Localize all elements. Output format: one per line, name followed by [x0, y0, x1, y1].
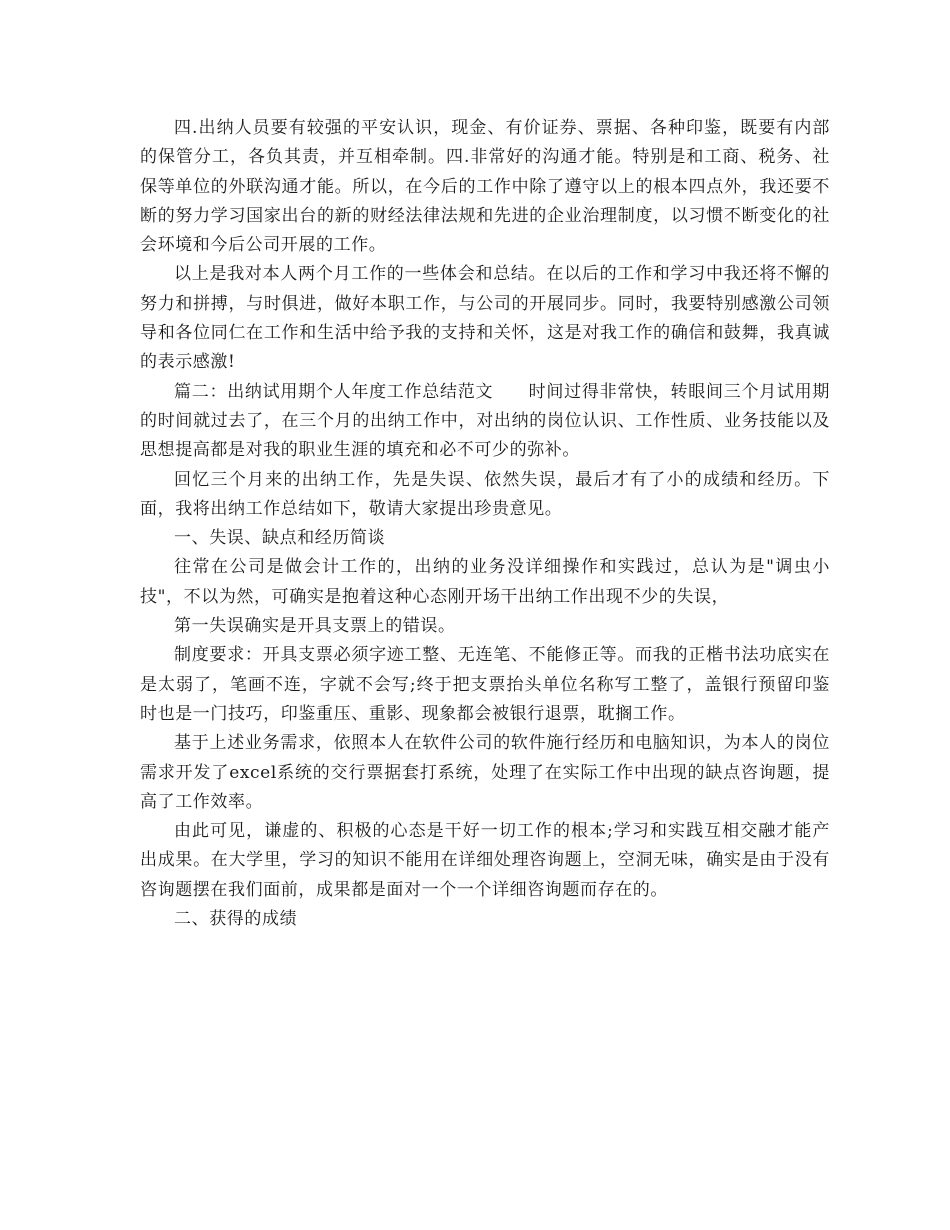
section-heading-achievements: 二、获得的成绩 [174, 909, 298, 930]
document-body [140, 114, 830, 934]
paragraph-conclusion: 由此可见，谦虚的、积极的心态是干好一切工作的根本;学习和实践互相交融才能产出成果。在大学里，学习的知识不能用在详细处理咨询题上，空洞无味，确实是由于没有咨询题摆在我们面前，成果都是面对一个一个详细咨询题而存在的。 [140, 821, 830, 900]
paragraph-previous-work: 往常在公司是做会计工作的，出纳的业务没详细操作和实践过，总认为是"调虫小技"，不以为然，可确实是抱着这种心态刚开场干出纳工作出现不少的失误， [140, 557, 830, 607]
paragraph-safety-awareness: 四.出纳人员要有较强的平安认识，现金、有价证券、票据、各种印鉴，既要有内部的保管分工，各负其责，并互相牵制。四.非常好的沟通才能。特别是和工商、税务、社保等单位的外联沟通才能。所以，在今后的工作中除了遵守以上的根本四点外，我还要不断的努力学习国家出台的新的财经法律法规和先进的企业治理制度，以习惯不断变化的社会环境和今后公司开展的工作。 [140, 118, 830, 256]
paragraph-rules: 制度要求：开具支票必须字迹工整、无连笔、不能修正等。而我的正楷书法功底实在是太弱了，笔画不连，字就不会写;终于把支票抬头单位名称写工整了，盖银行预留印鉴时也是一门技巧，印鉴重压、重影、现象都会被银行退票，耽搁工作。 [140, 645, 830, 724]
section-heading-mistakes: 一、失误、缺点和经历简谈 [174, 528, 386, 549]
paragraph-system-development: 基于上述业务需求，依照本人在软件公司的软件施行经历和电脑知识，为本人的岗位需求开发了excel系统的交行票据套打系统，处理了在实际工作中出现的缺点咨询题，提高了工作效率。 [140, 733, 830, 812]
paragraph-review: 回忆三个月来的出纳工作，先是失误、依然失误，最后才有了小的成绩和经历。下面，我将出纳工作总结如下，敬请大家提出珍贵意见。 [140, 469, 830, 519]
paragraph-article-two-intro: 篇二：出纳试用期个人年度工作总结范文 时间过得非常快，转眼间三个月试用期的时间就过去了，在三个月的出纳工作中，对出纳的岗位认识、工作性质、业务技能以及思想提高都是对我的职业生涯的填充和必不可少的弥补。 [140, 381, 830, 461]
paragraph-summary-thanks: 以上是我对本人两个月工作的一些体会和总结。在以后的工作和学习中我还将不懈的努力和拼搏，与时俱进，做好本职工作，与公司的开展同步。同时，我要特别感激公司领导和各位同仁在工作和生活中给予我的支持和关怀，这是对我工作的确信和鼓舞，我真诚的表示感激! [140, 264, 830, 373]
paragraph-first-mistake: 第一失误确实是开具支票上的错误。 [174, 616, 456, 637]
